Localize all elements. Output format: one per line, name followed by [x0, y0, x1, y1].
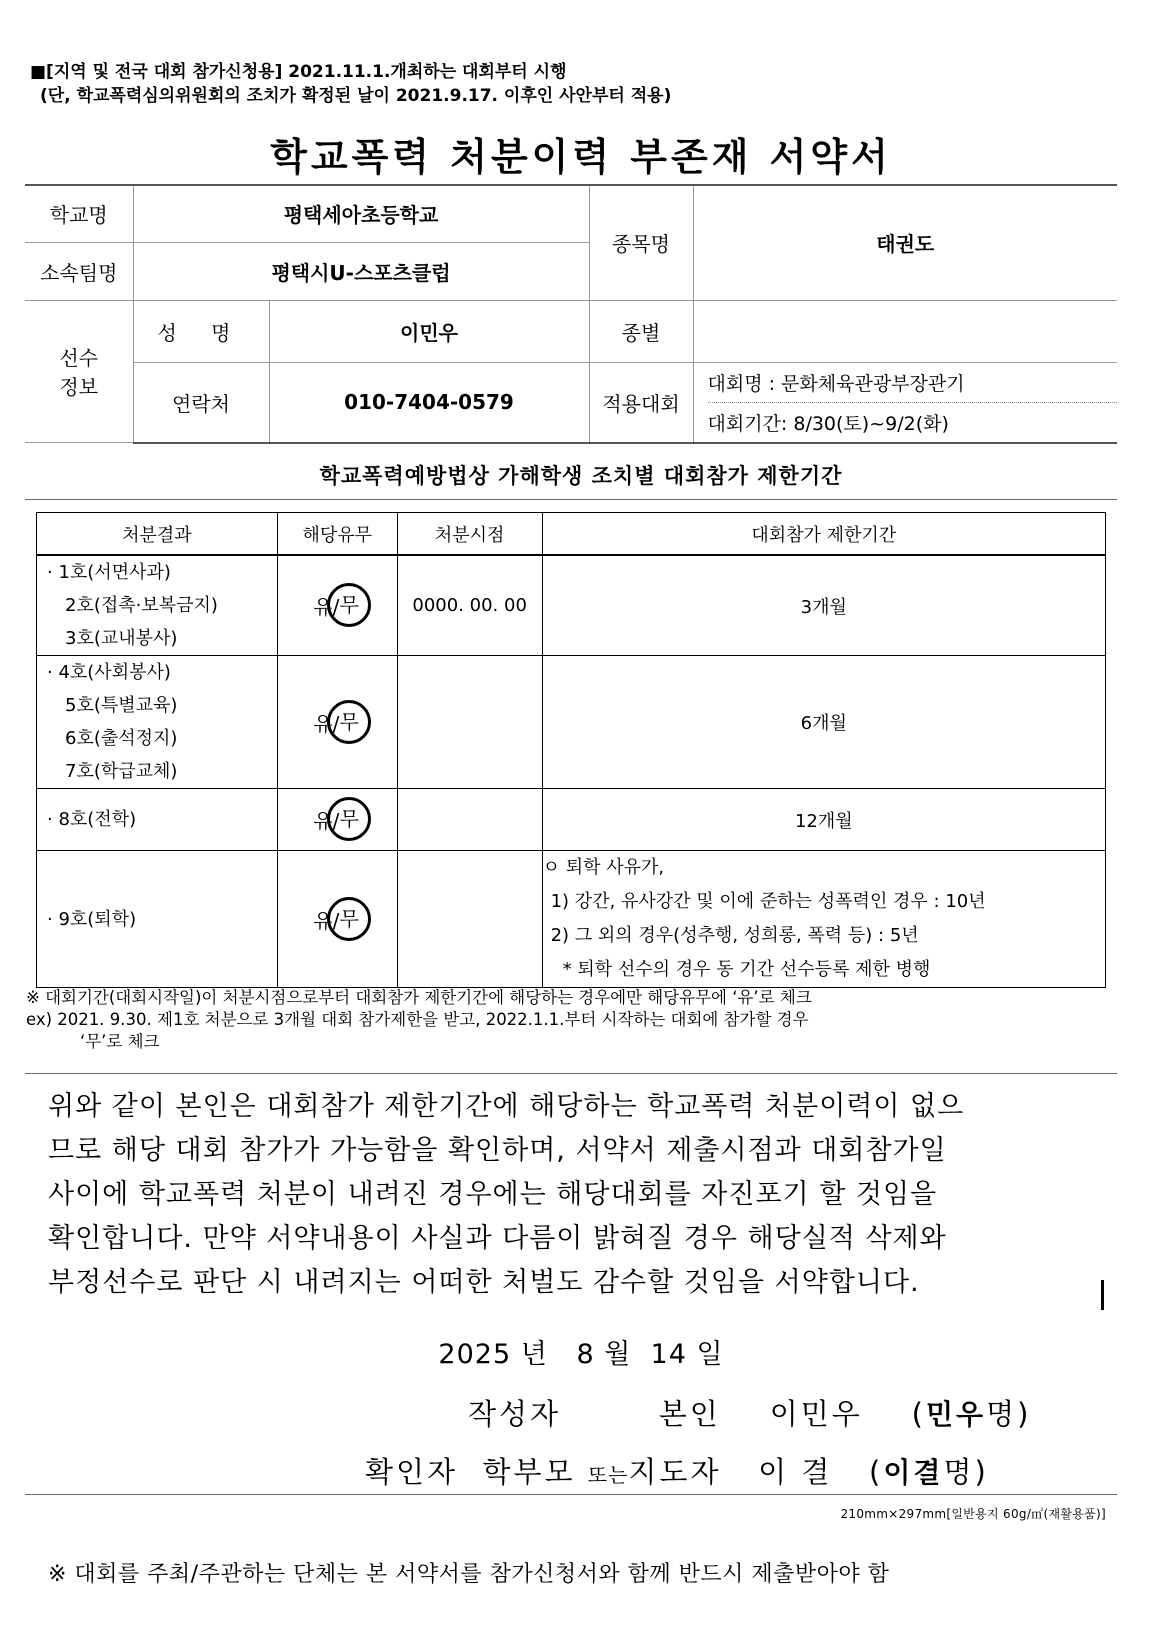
pledge-line: 확인합니다. 만약 서약내용이 사실과 다름이 밝혀질 경우 해당실적 삭제와 — [48, 1223, 947, 1254]
item: 7호(학급교체) — [65, 761, 178, 782]
meet-name: 대회명 : 문화체육관광부장관기 — [708, 363, 1118, 403]
check-notes — [26, 987, 1136, 1053]
applicable-cell[interactable] — [277, 555, 397, 656]
confirmer-or: 또는 — [587, 1463, 629, 1487]
confirmer-seal[interactable]: (이결명) — [869, 1455, 989, 1489]
pledge-line: 사이에 학교폭력 처분이 내려진 경우에는 해당대회를 자진포기 할 것임을 — [48, 1179, 938, 1210]
player-info-label — [25, 300, 133, 443]
reason-line: * 퇴학 선수의 경우 동 기간 선수등록 제한 병행 — [562, 959, 931, 980]
item: · 1호(서면사과) — [47, 562, 171, 583]
school-value: 평택세아초등학교 — [133, 185, 589, 242]
yes-label: 유/ — [313, 711, 340, 736]
sport-value: 태권도 — [693, 185, 1117, 300]
reason-line: 2) 그 외의 경우(성추행, 성희롱, 폭력 등) : 5년 — [550, 925, 919, 946]
yes-label: 유/ — [313, 809, 340, 833]
signer-relation: 본인 — [658, 1397, 721, 1431]
disposition-items — [37, 789, 278, 851]
item: 5호(특별교육) — [65, 695, 178, 716]
divider — [25, 1073, 1117, 1074]
confirmer-relation: 학부모 — [482, 1455, 576, 1489]
disposition-items — [37, 555, 278, 656]
disposition-date — [397, 789, 542, 851]
item: · 9호(퇴학) — [47, 908, 137, 930]
header-date: 처분시점 — [397, 513, 542, 556]
name-value: 이민우 — [269, 300, 589, 362]
text-cursor — [1101, 1280, 1104, 1310]
applicable-cell[interactable] — [277, 851, 397, 988]
signature: 이결 — [883, 1456, 944, 1489]
name-label: 성 명 — [133, 300, 269, 362]
meet-cell — [693, 362, 1117, 443]
reason-line: 1) 강간, 유사강간 및 이에 준하는 성폭력인 경우 : 10년 — [550, 891, 986, 912]
confirmer-relation-2: 지도자 — [628, 1455, 722, 1489]
disposition-table — [36, 512, 1106, 988]
paper-spec: 210mm×297mm[일반용지 60g/㎡(재활용품)] — [840, 1507, 1106, 1521]
disposition-items — [37, 851, 278, 988]
contact-value: 010-7404-0579 — [269, 362, 589, 443]
table-row — [37, 789, 1106, 851]
restriction-subtitle: 학교폭력예방법상 가해학생 조치별 대회참가 제한기간 — [319, 464, 843, 488]
signer-seal[interactable]: (민우명) — [911, 1397, 1032, 1431]
no-circled: 무 — [327, 583, 371, 627]
meet-period: 대회기간: 8/30(토)~9/2(화) — [707, 412, 949, 435]
document-title: 학교폭력 처분이력 부존재 서약서 — [270, 135, 892, 179]
signer-name: 이민우 — [769, 1397, 863, 1431]
signer-line — [468, 1392, 1031, 1433]
restriction-period: 3개월 — [542, 555, 1105, 656]
confirmer-line — [365, 1450, 989, 1491]
yes-label: 유/ — [313, 595, 340, 619]
pledge-line: 부정선수로 판단 시 내려지는 어떠한 처벌도 감수할 것임을 서약합니다. — [48, 1267, 920, 1298]
item: 6호(출석정지) — [65, 728, 178, 749]
table-row — [37, 656, 1106, 789]
player-info-label-1: 선수 — [59, 346, 99, 371]
restriction-period: 6개월 — [542, 656, 1105, 789]
confirmer-role: 확인자 — [365, 1455, 459, 1489]
restriction-period: 12개월 — [542, 789, 1105, 851]
divider — [25, 499, 1117, 500]
no-circled: 무 — [327, 897, 371, 941]
team-value: 평택시U-스포츠클럽 — [133, 242, 589, 300]
reason-line: ㅇ 퇴학 사유가, — [542, 857, 665, 878]
divider — [25, 1494, 1117, 1495]
pledge-text — [48, 1085, 1088, 1305]
disposition-date — [397, 656, 542, 789]
no-circled: 무 — [327, 700, 371, 744]
bottom-note: ※ 대회를 주최/주관하는 단체는 본 서약서를 참가신청서와 함께 반드시 제출받아야 함 — [48, 1562, 890, 1587]
confirmer-name: 이 결 — [758, 1455, 833, 1489]
header-result: 처분결과 — [37, 513, 278, 556]
gender-label: 종별 — [589, 300, 693, 362]
notice — [30, 60, 671, 108]
applicable-cell[interactable] — [277, 656, 397, 789]
expulsion-period — [542, 851, 1105, 988]
pledge-line: 므로 해당 대회 참가가 가능함을 확인하며, 서약서 제출시점과 대회참가일 — [48, 1135, 947, 1166]
table-row — [37, 555, 1106, 656]
item: 2호(접촉·보복금지) — [65, 595, 218, 616]
info-table — [25, 184, 1117, 444]
header-applicable: 해당유무 — [277, 513, 397, 556]
player-info-label-2: 정보 — [59, 375, 99, 400]
sport-label: 종목명 — [589, 185, 693, 300]
gender-value — [693, 300, 1117, 362]
note-line: ※ 대회기간(대회시작일)이 처분시점으로부터 대회참가 제한기간에 해당하는 경우에만 해당유무에 ‘유’로 체크 — [26, 988, 812, 1007]
item: 3호(교내봉사) — [65, 628, 178, 649]
notice-line-1: ■[지역 및 전국 대회 참가신청용] 2021.11.1.개최하는 대회부터 시행 — [30, 62, 567, 82]
school-label: 학교명 — [25, 185, 133, 242]
disposition-date: 0000. 00. 00 — [397, 555, 542, 656]
pledge-line: 위와 같이 본인은 대회참가 제한기간에 해당하는 학교폭력 처분이력이 없으 — [48, 1091, 965, 1122]
meet-label: 적용대회 — [589, 362, 693, 443]
note-line: ‘무’로 체크 — [80, 1032, 160, 1051]
no-circled: 무 — [327, 797, 371, 841]
item: · 8호(전학) — [47, 809, 137, 830]
disposition-date — [397, 851, 542, 988]
yes-label: 유/ — [313, 908, 340, 933]
disposition-items — [37, 656, 278, 789]
header-period: 대회참가 제한기간 — [542, 513, 1105, 556]
notice-line-2: (단, 학교폭력심의위원회의 조치가 확정된 날이 2021.9.17. 이후인 사안부터 적용) — [40, 86, 672, 106]
signer-role: 작성자 — [468, 1397, 562, 1431]
item: · 4호(사회봉사) — [47, 662, 171, 683]
note-line: ex) 2021. 9.30. 제1호 처분으로 3개월 대회 참가제한을 받고, 2022.1.1.부터 시작하는 대회에 참가할 경우 — [26, 1010, 809, 1029]
applicable-cell[interactable] — [277, 789, 397, 851]
contact-label: 연락처 — [133, 362, 269, 443]
team-label: 소속팀명 — [25, 242, 133, 300]
pledge-date: 2025 년 8 월 14 일 — [438, 1339, 724, 1370]
signature: 민우 — [925, 1398, 987, 1431]
table-row — [37, 851, 1106, 988]
